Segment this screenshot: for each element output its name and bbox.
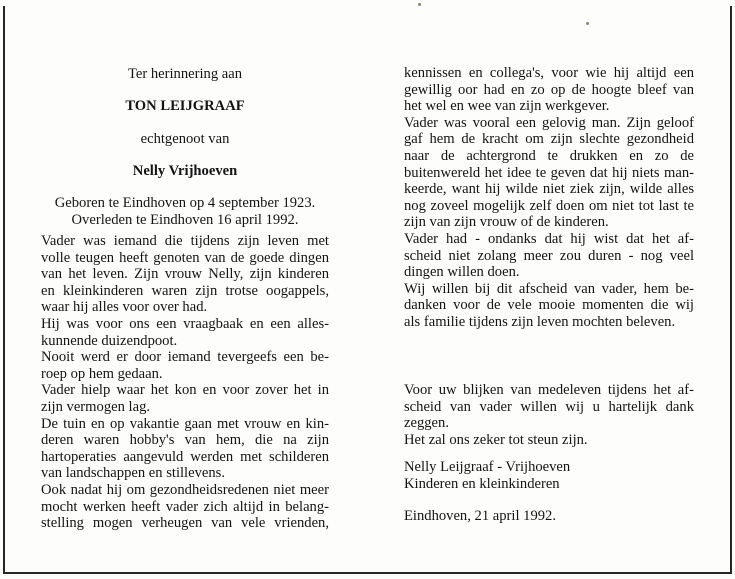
card-border-right bbox=[730, 6, 732, 574]
text-line: scheid niet zolang meer zou duren - nog veel bbox=[404, 247, 694, 264]
text-line: als familie tijdens zijn leven mochten beleven. bbox=[404, 313, 676, 330]
text-line: nog zoveel mogelijk zelf doen om niet tot last te bbox=[404, 197, 694, 214]
signature-name: Nelly Leijgraaf - Vrijhoeven bbox=[404, 459, 571, 475]
text-line: dingen willen doen. bbox=[404, 264, 520, 281]
birth-line: Geboren te Eindhoven op 4 september 1923. bbox=[54, 195, 316, 211]
text-line: scheid van vader willen wij u hartelijk dank bbox=[404, 398, 694, 415]
spouse-name: Nelly Vrijhoeven bbox=[132, 163, 238, 179]
signature-family: Kinderen en kleinkinderen bbox=[404, 476, 560, 492]
text-line: Vader was vooral een gelovig man. Zijn geloof bbox=[404, 114, 694, 131]
text-line: buitenwereld het idee te geven dat hij niets man- bbox=[404, 164, 694, 181]
spouse-of-label: echtgenoot van bbox=[140, 131, 230, 147]
text-line: stelling mogen verheugen van vele vrienden, bbox=[41, 515, 329, 532]
in-memory-heading: Ter herinnering aan bbox=[127, 66, 243, 82]
text-line: volle teugen heeft genoten van de goede dingen bbox=[41, 249, 329, 266]
text-line: Vader was iemand die tijdens zijn leven met bbox=[41, 233, 329, 249]
card-border-bottom bbox=[3, 572, 732, 574]
text-line: gewillig oor had en zo op de hoogte bleef van bbox=[404, 81, 694, 98]
text-line: deren waren hobby's van hem, die na zijn bbox=[41, 432, 329, 449]
text-line: danken voor de vele mooie momenten die wij bbox=[404, 297, 694, 314]
thanks-paragraph bbox=[404, 382, 694, 448]
text-line: mocht werken heeft vader zich altijd in belang- bbox=[41, 498, 329, 515]
text-line: zijn van zijn vrouw of de kinderen. bbox=[404, 214, 609, 231]
text-line: waar hij alles voor over had. bbox=[41, 299, 208, 316]
text-line: het wel en wee van zijn werkgever. bbox=[404, 98, 610, 115]
text-line: zijn vermogen lag. bbox=[41, 398, 151, 415]
death-line: Overleden te Eindhoven 16 april 1992. bbox=[71, 212, 299, 228]
text-line: Hij was voor ons een vraagbaak en een alles- bbox=[41, 315, 329, 332]
text-line: roep op hem gedaan. bbox=[41, 365, 163, 382]
text-line: Het zal ons zeker tot steun zijn. bbox=[404, 431, 588, 448]
text-line: van het leven. Zijn vrouw Nelly, zijn kinderen bbox=[41, 266, 329, 283]
left-text-column bbox=[41, 233, 329, 532]
text-line: Wij willen bij dit afscheid van vader, hem be- bbox=[404, 280, 694, 297]
deceased-name: TON LEIJGRAAF bbox=[125, 98, 245, 114]
text-line: kennissen en collega's, voor wie hij altijd een bbox=[404, 65, 694, 81]
text-line: van landschappen en stillevens. bbox=[41, 465, 225, 482]
text-line: Ook nadat hij om gezondheidsredenen niet meer bbox=[41, 481, 329, 498]
text-line: gaf hem de kracht om zijn slechte gezondheid bbox=[404, 131, 694, 148]
text-line: keerde, want hij wilde niet ziek zijn, wilde alles bbox=[404, 181, 694, 198]
text-line: hartoperaties aangevuld werden met schilderen bbox=[41, 448, 329, 465]
text-line: zeggen. bbox=[404, 415, 449, 432]
text-line: naar de achtergrond te drukken en zo de bbox=[404, 147, 694, 164]
print-speck bbox=[586, 22, 589, 25]
text-line: Nooit werd er door iemand tevergeefs een be- bbox=[41, 349, 329, 366]
place-date: Eindhoven, 21 april 1992. bbox=[404, 508, 556, 524]
card-border-left bbox=[3, 6, 5, 574]
print-speck bbox=[418, 3, 421, 6]
text-line: en kleinkinderen waren zijn trotse oogappels, bbox=[41, 282, 329, 299]
text-line: Vader hielp waar het kon en voor zover het in bbox=[41, 382, 329, 399]
right-text-column bbox=[404, 65, 694, 331]
text-line: Vader had - ondanks dat hij wist dat het af- bbox=[404, 230, 694, 247]
text-line: kunnende duizendpoot. bbox=[41, 332, 178, 349]
text-line: De tuin en op vakantie gaan met vrouw en kin- bbox=[41, 415, 329, 432]
text-line: Voor uw blijken van medeleven tijdens het af- bbox=[404, 382, 694, 398]
